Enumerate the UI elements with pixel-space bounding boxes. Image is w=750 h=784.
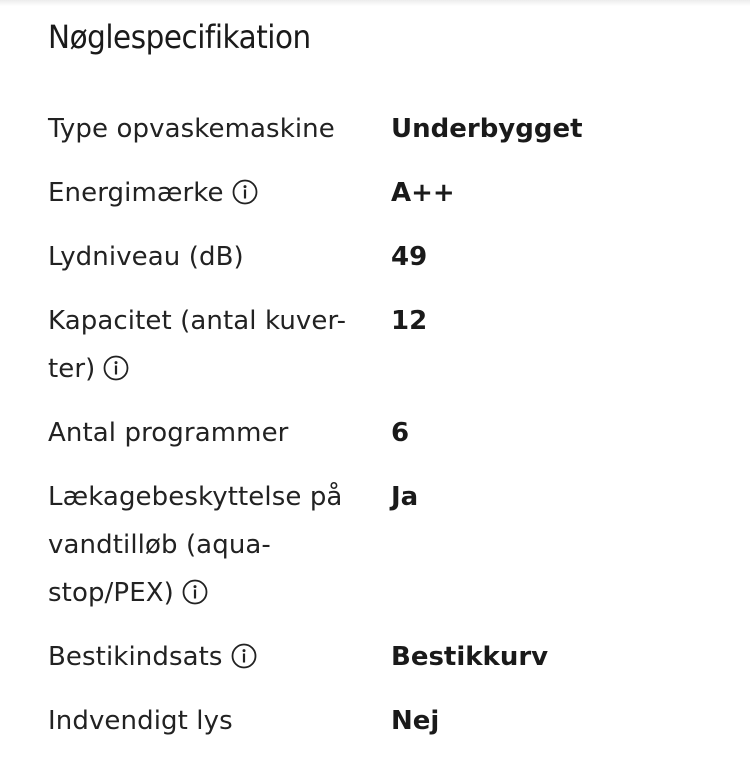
spec-value: A++	[391, 178, 455, 208]
spec-value: 12	[391, 306, 428, 336]
spec-value: Ja	[391, 482, 419, 512]
spec-value: Nej	[391, 706, 440, 736]
spec-label	[48, 409, 391, 457]
spec-label-text: ter)	[48, 354, 96, 384]
info-icon[interactable]	[103, 355, 129, 381]
spec-label-text: Indvendigt lys	[48, 706, 233, 736]
spec-label-text: Bestikindsats	[48, 642, 223, 672]
info-icon[interactable]	[231, 643, 257, 669]
spec-list	[48, 105, 728, 761]
spec-row-leak-protection	[48, 473, 728, 617]
spec-row-noise	[48, 233, 728, 281]
spec-value: Bestikkurv	[391, 642, 549, 672]
spec-label	[48, 473, 391, 617]
spec-label-text: Energimærke	[48, 178, 224, 208]
spec-label	[48, 233, 391, 281]
info-icon[interactable]	[182, 579, 208, 605]
spec-label-text: Type opvaskemaskine	[48, 114, 335, 144]
spec-value: 6	[391, 418, 410, 448]
spec-label	[48, 169, 391, 217]
spec-label-text: stop/PEX)	[48, 578, 174, 608]
spec-label-text: Lækagebeskyttelse på	[48, 482, 343, 512]
spec-label-text: Lydniveau (dB)	[48, 242, 244, 272]
spec-label	[48, 297, 391, 393]
spec-label	[48, 105, 391, 153]
spec-label	[48, 697, 391, 745]
spec-value: 49	[391, 242, 428, 272]
spec-row-energy	[48, 169, 728, 217]
section-title: Nøglespecifikation	[48, 18, 311, 56]
spec-label-text: Kapacitet (antal kuver-	[48, 306, 347, 336]
spec-label-text: Antal programmer	[48, 418, 289, 448]
spec-row-cutlery	[48, 633, 728, 681]
spec-label	[48, 633, 391, 681]
spec-label-text: vandtilløb (aqua-	[48, 530, 271, 560]
spec-value: Underbygget	[391, 114, 583, 144]
spec-row-type	[48, 105, 728, 153]
spec-row-programs	[48, 409, 728, 457]
spec-row-interior-light	[48, 697, 728, 745]
spec-row-capacity	[48, 297, 728, 393]
info-icon[interactable]	[232, 179, 258, 205]
top-shadow	[0, 0, 750, 6]
